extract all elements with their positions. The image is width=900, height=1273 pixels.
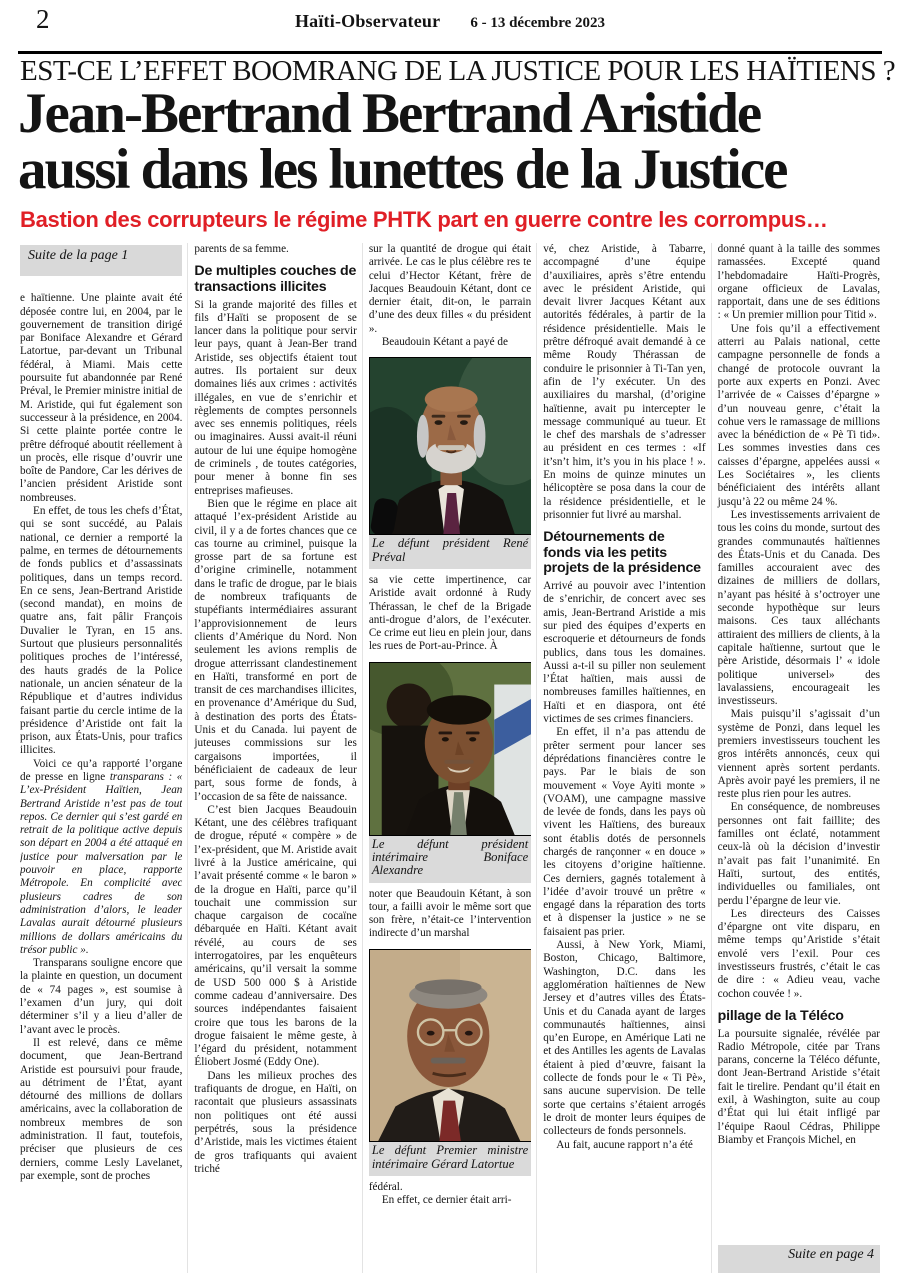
paragraph: Dans les milieux proches des trafiquants de drogue, en Haïti, on racontait que plusieurs assassinats non politiques ont été aussi perpétrés, sous la présidence d’Aristide, mais les victimes étaient de gros trafiquants qui avaient triché [194, 1069, 357, 1175]
paragraph-lead: Voici ce qu’a rapporté l’organe de presse en ligne [20, 757, 183, 783]
paragraph [20, 758, 182, 957]
paragraph: En effet, il n’a pas attendu de prêter serment pour lancer ses déprédations financières contre le pays. Par le biais de son mouvement « Voye Ayiti monte » (VOAM), une campagne massive de levée de fonds, dans les pays où vivent les Haïtiens, des bureaux sont établis dotés de personnels chargés de rançonner « en douce » les citoyens d’origine haïtienne. Ces derniers, gagnés totalement à l’idée d’avoir trouvé un prêtre « engagé dans la réparation des torts et à dispenser la justice » ne se faisaient pas prier. [543, 726, 706, 938]
paragraph: donné quant à la taille des sommes ramassées. Excepté quand l’hebdomadaire Haïti-Progrès, organe officieux de Lavalas, rapportait, dans une de ses éditions : « Un premier million pour Titid ». [717, 243, 881, 322]
paragraph: Beaudouin Kétant a payé de [381, 336, 508, 349]
paragraph: Une fois qu’il a effectivement atterri au Palais national, cette campagne personnelle de fonds a changé de protocole ouvrant la porte aux experts en Ponzi. Avec l’arrivée de « Caisses d’épargne » d’un nouveau genre, c’était la cohue vers le ramassage de millions avec la bénédiction de « Pè Ti tid». Les sommes investies dans ces caisses d’épargne, appelées aussi « Les Sociétaires », les clients bénéficiaient des intérêts allant jusqu’à 22 ou même 24 %. [717, 322, 881, 508]
page-number: 2 [36, 4, 50, 34]
photo-caption-rene-preval: Le défunt président René Préval [369, 535, 531, 568]
photo-gerard-latortue [369, 949, 531, 1143]
paragraph: En conséquence, de nombreuses personnes ont fait faillite; des familles ont éclaté, notamment ceux-là où la décision d’investir n’avait pas fait l’unanimité. En Haïti, surtout, des entités, individuelles ou familiales, ont perdu l’épargne de leur vie. [717, 801, 881, 907]
paragraph: Les investissements arrivaient de tous les coins du monde, surtout des grandes communautés haïtiennes des États-Unis et du Canada. Des familles accouraient avec des dizaines de milliers de dollars, n’ayant pas hésité à s’octroyer une seconde hypothèque sur leurs maisons. Ces taux alléchants attiraient des milliers de clients, à la capitale haïtienne, surtout que le père Aristide, désormais l’ « idole politique universel» des lavalassiens, encourageait les investisseurs. [717, 508, 881, 708]
paragraph: Aussi, à New York, Miami, Boston, Chicago, Baltimore, Washington, D.C. dans les agglomération haïtiennes de New Jersey et d’autres villes des États-Unis et du Canada ayant de larges communautés haïtiennes, ainsi qu’en Europe, en Amérique Lati ne et des Antilles les agents de Lavalas étaient à pied d’œuvre, faisant la collecte de fonds pour le « Ti Pè», sans aucune supervision. De telle sorte que certains s’étaient arrogés le droit de monter leurs équipes de collecteurs de fonds personnels. [543, 939, 706, 1138]
section-heading-detournements: Détournements de fonds via les petits projets de la présidence [543, 529, 701, 577]
continued-on-box: Suite en page 4 [718, 1245, 880, 1273]
paragraph: fédéral. [368, 1180, 403, 1193]
issue-date: 6 - 13 décembre 2023 [470, 15, 606, 31]
figure-gerard-latortue [369, 949, 531, 1176]
photo-caption-gerard-latortue: Le défunt Premier ministre intérimaire Gérard Latortue [369, 1142, 531, 1175]
paragraph: Arrivé au pouvoir avec l’intention de s’enrichir, de concert avec ses amis, Jean-Bertrand Aristide a mis sur pied des équipes d’experts en escroquerie et détourneurs de fonds publics, dans tous les domaines. Aussi a-t-il su piller non seulement l’État haïtien, mais aussi de nombreuses familles haïtiennes, en Haïti et en diaspora, ont été victimes de ses crimes financiers. [543, 580, 706, 726]
article-column-3 [362, 243, 531, 1273]
article-column-4 [536, 243, 705, 1273]
masthead-line [0, 11, 900, 32]
paragraph: Au fait, aucune rapport n’a été [556, 1138, 693, 1151]
paragraph: C’est bien Jacques Beaudouin Kétant, une des célèbres trafiquant de drogue, réputé « compère » de l’ex-président, que M. Aristide avait livré à la Justice américaine, qui l’avait présenté comme « le baron » de la drogue en Haïti, parce qu’il touchait une commission sur chaque cargaison de cocaïne débarquée en Haïti. Kétant avait révélé, au cours de ses interrogatoires, par les enquêteurs américains, qu’il versait la somme de USD 500 000 $ à Aristide comme cadeau d’anniversaire. Des sources indépendantes faisaient croire que tous les barons de la drogue faisaient le même geste, à l’égard du président, notamment Éliobert Josmé (Eddy One). [194, 803, 357, 1069]
paragraph: Mais puisqu’il s’agissait d’un système de Ponzi, dans lequel les premiers investisseurs touchent les gros intérêts annoncés, ceux qui viennent après sortent perdants. Après avoir payé les premiers, il ne reste plus rien pour les autres. [717, 708, 881, 801]
section-heading-transactions: De multiples couches de transactions illicites [194, 263, 357, 295]
paragraph: En effet, de tous les chefs d’État, qui se sont succédé, au Palais national, ce dernier a remporté la palme, en termes de détournements de fonds publics et d’assassinats politiques, dans un temps record. En ce sens, Jean-Bertrand Aristide (second mandat), en moins de quatre ans, fait pâlir François Duvalier le Tyran, en 15 ans. Surtout que plusieurs personnalités politiques proches de l’intéressé, des hauts gradés de la Police nationale, un ancien sénateur de la République et d’autres individus faisant partie du cercle intime de la présidence d’Aristide ont fait la prison, aux États-Unis, pour trafics illicites. [20, 505, 183, 757]
paragraph: sa vie cette impertinence, car Aristide avait ordonné à Rudy Thérassan, le chef de la Brigade anti-drogue d’alors, de l’exécuter. Ce crime eut lieu en plein jour, dans les rues de Port-au-Prince. À [368, 573, 532, 653]
masthead-title: Haïti-Observateur [294, 11, 441, 31]
paragraph: En effet, ce dernier était arri- [381, 1194, 512, 1207]
paragraph: e haïtienne. Une plainte avait été déposée contre lui, en 2004, par le gouvernement de transition dirigé par Boniface Alexandre et Gérard Latortue, par-devant un Tribunal fédéral, à Miami. Mais cette poursuite fut abandonnée par René Préval, le Premier ministre initial de M. Aristide, qui fut également son successeur à la présidence, en 2004. Si cette plainte portée contre le prêtre défroqué aboutit réellement à un procès, elle risque d’ouvrir une boîte de Pandore, Car les dérives de l’ancien président Aristide sont nombreuses. [20, 292, 183, 504]
paragraph: Si la grande majorité des filles et fils d’Haïti se proposent de se lancer dans la politique pour servir leur pays, quant à Jean-Ber trand Aristide, ses objectifs étaient tout autres. Ils portaient sur deux domaines liés aux crimes : activités illégales, en vue de s’enrichir et règlements de comptes personnels avec ses ennemis politiques, réels ou imaginaires. Aussi avait-il réuni autour de lui une équipe homogène de criminels , de toutes catégories, pour mener à bonne fin ses entreprises mafieuses. [194, 298, 357, 497]
photo-boniface-alexandre [369, 662, 531, 836]
continued-from-box: Suite de la page 1 [20, 245, 182, 276]
article-column-1 [20, 243, 182, 1273]
figure-rene-preval [369, 357, 531, 569]
figure-boniface-alexandre [369, 662, 531, 883]
header-rule [18, 51, 882, 54]
kicker-headline: EST-CE L’EFFET BOOMRANG DE LA JUSTICE POUR LES HAÏTIENS ? [20, 55, 896, 87]
photo-caption-boniface-alexandre: Le défunt président intérimaire Boniface Alexandre [369, 836, 531, 883]
article-column-5 [711, 243, 880, 1273]
article-column-2 [187, 243, 356, 1273]
photo-rene-preval [369, 357, 531, 535]
paragraph: noter que Beaudouin Kétant, à son tour, a failli avoir le même sort que son frère, n’était-ce l’intervention indirecte d’un marshal [368, 887, 532, 940]
paragraph: Les directeurs des Caisses d’épargne ont vite disparu, en même temps qu’Aristide s’était envolé vers l’exil. Pour ces investisseurs frustrés, c’était le cas de dire : « Adieu veau, vache cochon couvée ! ». [717, 907, 881, 1000]
paragraph: parents de sa femme. [194, 243, 289, 255]
paragraph: vé, chez Aristide, à Tabarre, accompagné d’une équipe d’auxiliaires, après s’être entendu avec le président Aristide, qui devait livrer Jacques Kétant aux autorités fédérales, à partir de la résidence présidentielle. Mais le prêtre défroqué avait demandé à ce même Roudy Thérassan de conduire le prisonnier à Ti-Tan yen, afin de l’y exécuter. Un des auxiliaires du marshal, (d’origine haïtienne, avait pu intercepter le message communiqué au tueur. Et le chef des marshals de s’adresser au président en ces termes : «If it’sn’t him, it’s you in his place ! ». En moins de quinze minutes un hélicoptère se posa dans la cour de la résidence présidentielle, et le prisonnier fut livré au marshal. [543, 243, 706, 521]
red-subheadline: Bastion des corrupteurs le régime PHTK part en guerre contre les corrompus… [20, 207, 828, 232]
paragraph: Transparans souligne encore que la plainte en question, un document de « 74 pages », est soumise à l’examen d’un jury, qui doit déterminer s’il y a lieu d’aller de l’avant avec le procès. [20, 957, 183, 1036]
main-headline [18, 82, 892, 202]
paragraph: Bien que le régime en place ait attaqué l’ex-président Aristide au civil, il y a de fortes chances que ce cas tourne au criminel, puisque la grosse part de sa fortune est d’origine criminelle, notamment dans le trafic de drogue, par le biais de nombreux trafiquants de stupéfiants intermédiaires assurant l’approvisionnement de leurs clients d’Amérique du Nord. Non seulement les avions remplis de drogue atterrissant clandestinement en Haïti, transformé en port de transit de ces marchandises illicites, en provenance d’Amérique du Sud, à destination des ports des États-Unis et du Canada. lui payent de juteuses commissions sur les cargaisons importées, il bénéficiaient de cadeaux de leur part, sous forme de fonds, à l’occasion de sa fête de naissance. [194, 497, 357, 803]
main-headline-line2: aussi dans les lunettes de la Justice [18, 138, 787, 202]
section-heading-teleco: pillage de la Téléco [717, 1007, 844, 1024]
quoted-passage: transparans : « L’ex-Président Haïtien, Jean Bertrand Aristide n’est pas de tout repos. Ce dernier qui s’est gardé en retrait de la politique active depuis son départ en 2004 a été attaqué en justice pour malversation par le pouvoir en place, rapporte Métropole. En complicité avec plusieurs cadres de son administration d’alors, le leader Lavalas aurait détourné plusieurs millions de dollars américains du trésor public ». [20, 770, 183, 956]
paragraph: La poursuite signalée, révélée par Radio Métropole, citée par Trans parans, concerne la Téléco défunte, dont Jean-Bertrand Aristide s’était fait le tirelire. Pendant qu’il était en exil, à Washington, suite au coup d’État qui lui était infligé par l’équipe Raoul Cédras, Philippe Biamby et François Michel, en [717, 1027, 881, 1146]
paragraph: Il est relevé, dans ce même document, que Jean-Bertrand Aristide est poursuivi pour fraude, au détriment de l’État, ayant détourné des millions de dollars américains, avec la collaboration de nombreux membres de son administration. Il faut, toutefois, préciser que plusieurs de ces derniers, comme Lesly Lavelanet, par exemple, sont de proches [20, 1036, 183, 1182]
main-headline-line1: Jean-Bertrand Bertrand Aristide [18, 82, 761, 145]
paragraph: sur la quantité de drogue qui était arrivée. Le cas le plus célèbre res te celui d’Hector Kétant, frère de Jacques Beaudouin Kétant, dont ce dernier était, dit-on, le parrain d’une des deux filles « du président ». [368, 243, 532, 335]
article-body [20, 243, 880, 1273]
